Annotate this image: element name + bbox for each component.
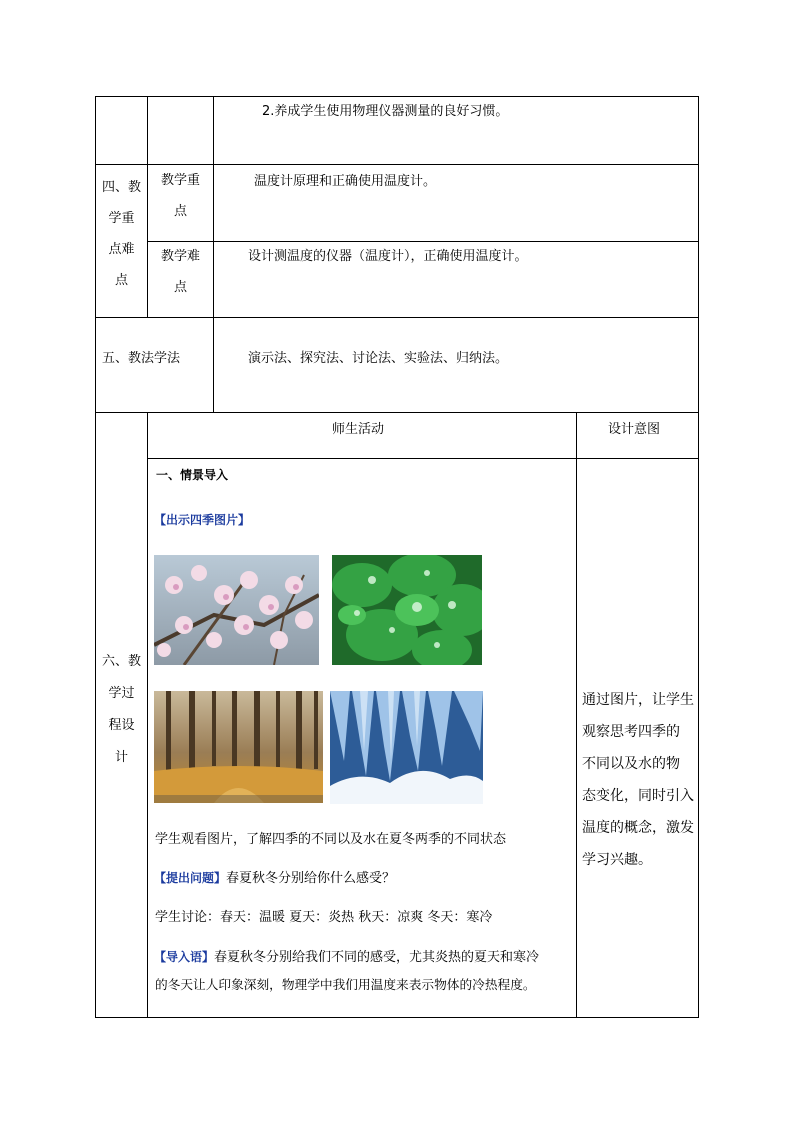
teaching-difficulty-label: 教学难 点 <box>160 249 200 295</box>
table-border-bottom <box>95 1017 699 1018</box>
design-intent-text: 通过图片，让学生 观察思考四季的 不同以及水的物 态变化，同时引入 温度的概念，激发 学习兴趣。 <box>582 692 694 868</box>
goal-text: 2.养成学生使用物理仪器测量的良好习惯。 <box>262 104 509 119</box>
spring-blossom-photo <box>154 555 319 665</box>
teaching-focus-label: 教学重 点 <box>160 173 200 219</box>
column-divider <box>576 412 577 1018</box>
methods-label: 五、教法学法 <box>102 351 181 366</box>
row-divider <box>95 317 699 318</box>
autumn-forest-photo <box>154 691 323 803</box>
column-divider <box>213 96 214 413</box>
section-title: 一、情景导入 <box>156 468 229 482</box>
row-divider <box>147 458 699 459</box>
key-points-label: 四、教 学重 点难 点 <box>101 180 141 288</box>
question-text: 春夏秋冬分别给你什么感受？ <box>226 871 396 886</box>
process-label: 六、教 学过 程设 计 <box>101 654 141 765</box>
show-pictures-tag: 【出示四季图片】 <box>154 513 251 527</box>
table-border-right <box>698 96 699 1018</box>
summer-dew-leaf-photo <box>332 555 482 665</box>
methods-text: 演示法、探究法、讨论法、实验法、归纳法。 <box>248 351 509 366</box>
intent-column-header: 设计意图 <box>608 422 661 437</box>
intro-text-1: 春夏秋冬分别给我们不同的感受，尤其炎热的夏天和寒冷 <box>214 950 540 965</box>
row-divider <box>147 241 699 242</box>
question-line <box>154 870 395 887</box>
column-divider <box>147 412 148 1018</box>
row-divider <box>95 412 699 413</box>
observe-text: 学生观看图片，了解四季的不同以及水在夏冬两季的不同状态 <box>155 832 507 847</box>
activity-column-header: 师生活动 <box>332 422 385 437</box>
intro-tag: 【导入语】 <box>154 950 215 964</box>
teaching-focus-text: 温度计原理和正确使用温度计。 <box>254 174 437 189</box>
winter-ice-photo <box>330 691 483 804</box>
table-border-top <box>95 96 699 97</box>
discussion-text: 学生讨论：春天：温暖 夏天：炎热 秋天：凉爽 冬天：寒冷 <box>155 910 493 925</box>
intro-line-2: 的冬天让人印象深刻，物理学中我们用温度来表示物体的冷热程度。 <box>155 977 536 992</box>
intro-line-1 <box>154 949 539 966</box>
teaching-difficulty-text: 设计测温度的仪器（温度计），正确使用温度计。 <box>248 249 528 264</box>
question-tag: 【提出问题】 <box>154 871 227 885</box>
